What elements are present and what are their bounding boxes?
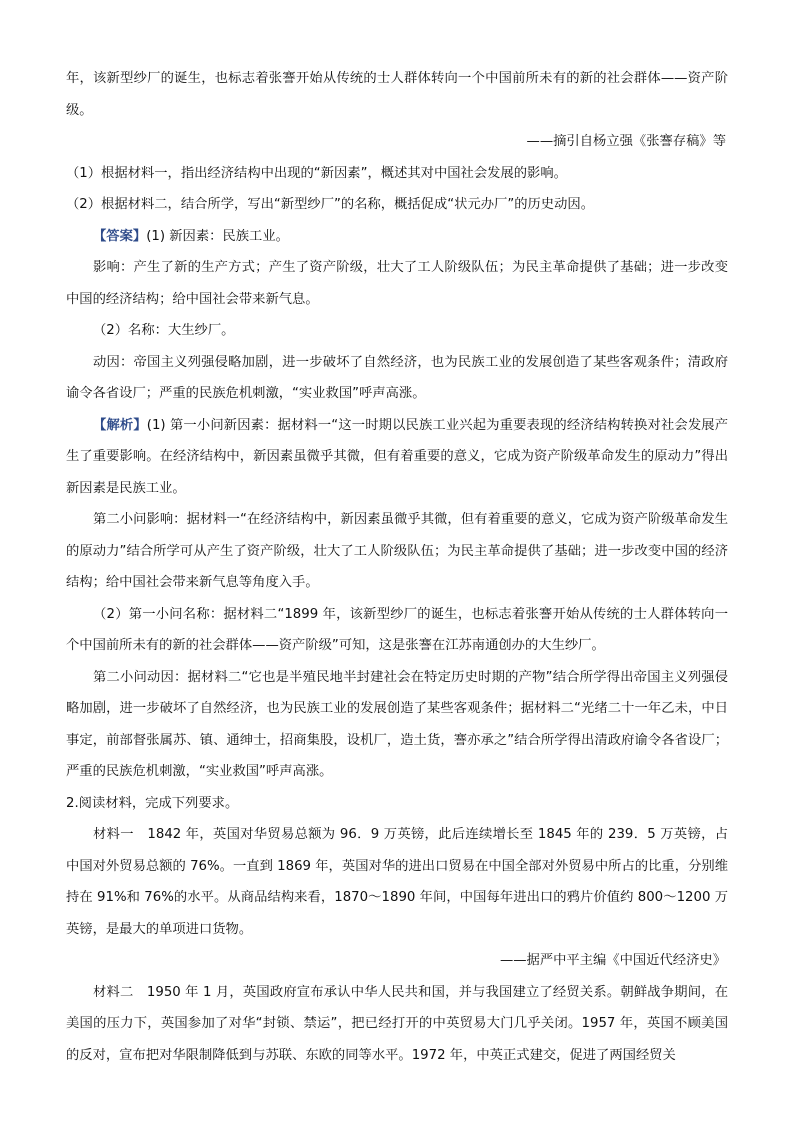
analysis-text-1: (1) 第一小问新因素：据材料一“这一时期以民族工业兴起为重要表现的经济结构转换对社会发展产生了重要影响。在经济结构中，新因素虽微乎其微，但有着重要的意义，它成为资产阶级革命发生的原动力”得出新因素是民族工业。 [66, 417, 729, 496]
material-continuation: 年，该新型纱厂的诞生，也标志着张謇开始从传统的士人群体转向一个中国前所未有的新的社会群体——资产阶级。 [66, 71, 728, 118]
question-number-2: 2.阅读材料，完成下列要求。 [66, 795, 239, 811]
analysis-line-4: 第二小问动因：据材料二“它也是半殖民地半封建社会在特定历史时期的产物”结合所学得出帝国主义列强侵略加剧，进一步破坏了自然经济，也为民族工业的发展创造了某些客观条件；据材料二“光绪二十一年乙未，中日事定，前部督张属苏、镇、通绅士，招商集股，设机厂，造土货，謇亦承之”结合所学得出清政府谕令各省设厂；严重的民族危机刺激，“实业救国”呼声高涨。 [66, 669, 728, 779]
question-1: （1）根据材料一，指出经济结构中出现的“新因素”，概述其对中国社会发展的影响。 [66, 165, 567, 181]
answer-line-3: （2）名称：大生纱厂。 [93, 323, 235, 338]
analysis-tag: 【解析】 [93, 417, 147, 433]
material-1: 材料一 1842 年，英国对华贸易总额为 96．9 万英镑，此后连续增长至 1845 年的 239．5 万英镑，占中国对外贸易总额的 76%。一直到 1869 年，英国对华的进出口贸易在中国全部对外贸易中所占的比重，分别维持在 91%和 76%的水平。从商品结构来看，1870～1890 年间，中国每年进出口的鸦片价值约 800～1200 万英镑，是最大的单项进口货物。 [66, 827, 728, 937]
material-2: 材料二 1950 年 1 月，英国政府宣布承认中华人民共和国，并与我国建立了经贸关系。朝鲜战争期间，在美国的压力下，英国参加了对华“封锁、禁运”，把已经打开的中英贸易大门几乎关闭。1957 年，英国不顾美国的反对，宣布把对华限制降低到与苏联、东欧的同等水平。1972 年，中英正式建交，促进了两国经贸关 [66, 984, 728, 1063]
analysis-line-3: （2）第一小问名称：据材料二“1899 年，该新型纱厂的诞生，也标志着张謇开始从传统的士人群体转向一个中国前所未有的新的社会群体——资产阶级”可知，这是张謇在江苏南通创办的大生纱厂。 [66, 606, 728, 653]
analysis-line-2: 第二小问影响：据材料一“在经济结构中，新因素虽微乎其微，但有着重要的意义，它成为资产阶级革命发生的原动力”结合所学可从产生了资产阶级，壮大了工人阶级队伍；为民主革命提供了基础；进一步改变中国的经济结构；给中国社会带来新气息等角度入手。 [66, 512, 728, 590]
answer-line-4: 动因：帝国主义列强侵略加剧，进一步破坏了自然经济，也为民族工业的发展创造了某些客观条件；清政府谕令各省设厂；严重的民族危机刺激，“实业救国”呼声高涨。 [66, 354, 728, 401]
question-2: （2）根据材料二，结合所学，写出“新型纱厂”的名称，概括促成“状元办厂”的历史动因。 [66, 197, 594, 212]
answer-line-1 [66, 221, 728, 253]
answer-line-2: 影响：产生了新的生产方式；产生了资产阶级，壮大了工人阶级队伍；为民主革命提供了基础；进一步改变中国的经济结构；给中国社会带来新气息。 [66, 260, 728, 307]
source-citation-1: ——摘引自杨立强《张謇存稿》等 [526, 134, 726, 149]
answer-tag: 【答案】 [93, 228, 147, 244]
analysis-line-1 [66, 410, 728, 505]
source-citation-2: ——据严中平主编《中国近代经济史》 [499, 953, 726, 968]
answer-text-1: (1) 新因素：民族工业。 [146, 228, 289, 244]
